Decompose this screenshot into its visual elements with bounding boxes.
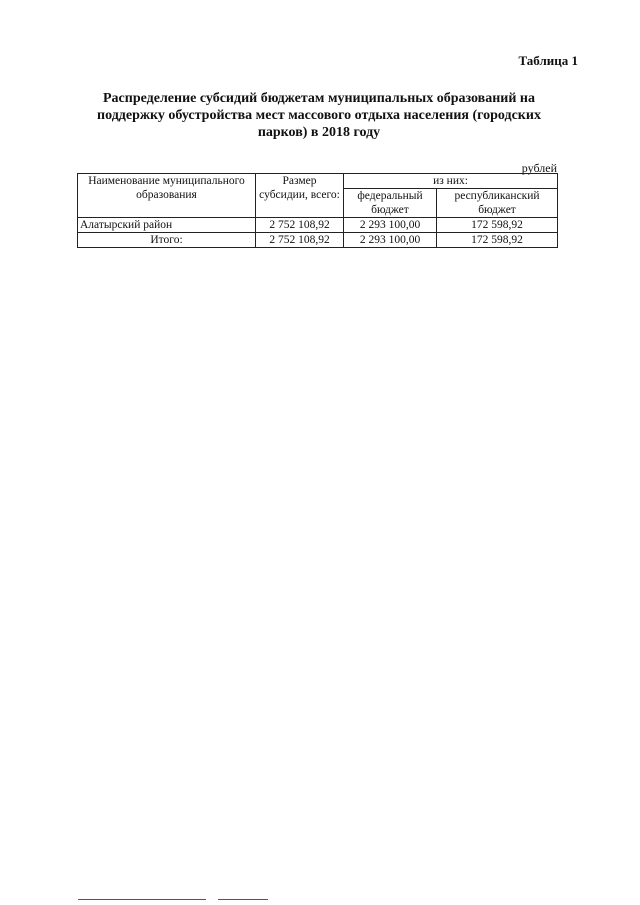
document-title: Распределение субсидий бюджетам муниципальных образований на поддержку обустройства мест массового отдыха населения (городских парков) в 2018 году bbox=[97, 91, 541, 140]
cell-federal: 2 293 100,00 bbox=[344, 218, 437, 233]
units-label: рублей bbox=[521, 161, 557, 175]
cell-republican: 172 598,92 bbox=[437, 218, 558, 233]
header-of-which: из них: bbox=[344, 174, 558, 189]
cell-total: 2 752 108,92 bbox=[256, 218, 344, 233]
cell-summary-republican: 172 598,92 bbox=[437, 233, 558, 248]
cell-summary-total: 2 752 108,92 bbox=[256, 233, 344, 248]
table-header-row bbox=[78, 174, 558, 189]
table-row bbox=[78, 218, 558, 233]
table-summary-row bbox=[78, 233, 558, 248]
header-municipality: Наименование муниципального образования bbox=[78, 174, 256, 218]
table-number: Таблица 1 bbox=[518, 53, 578, 68]
cell-municipality: Алатырский район bbox=[78, 218, 256, 233]
cell-summary-label: Итого: bbox=[78, 233, 256, 248]
footer-divider bbox=[78, 899, 206, 900]
header-republican-budget: республиканский бюджет bbox=[437, 189, 558, 218]
footer-divider-short bbox=[218, 899, 268, 900]
cell-summary-federal: 2 293 100,00 bbox=[344, 233, 437, 248]
header-federal-budget: федеральный бюджет bbox=[344, 189, 437, 218]
header-total-subsidy: Размер субсидии, всего: bbox=[256, 174, 344, 218]
subsidy-table bbox=[77, 173, 558, 248]
